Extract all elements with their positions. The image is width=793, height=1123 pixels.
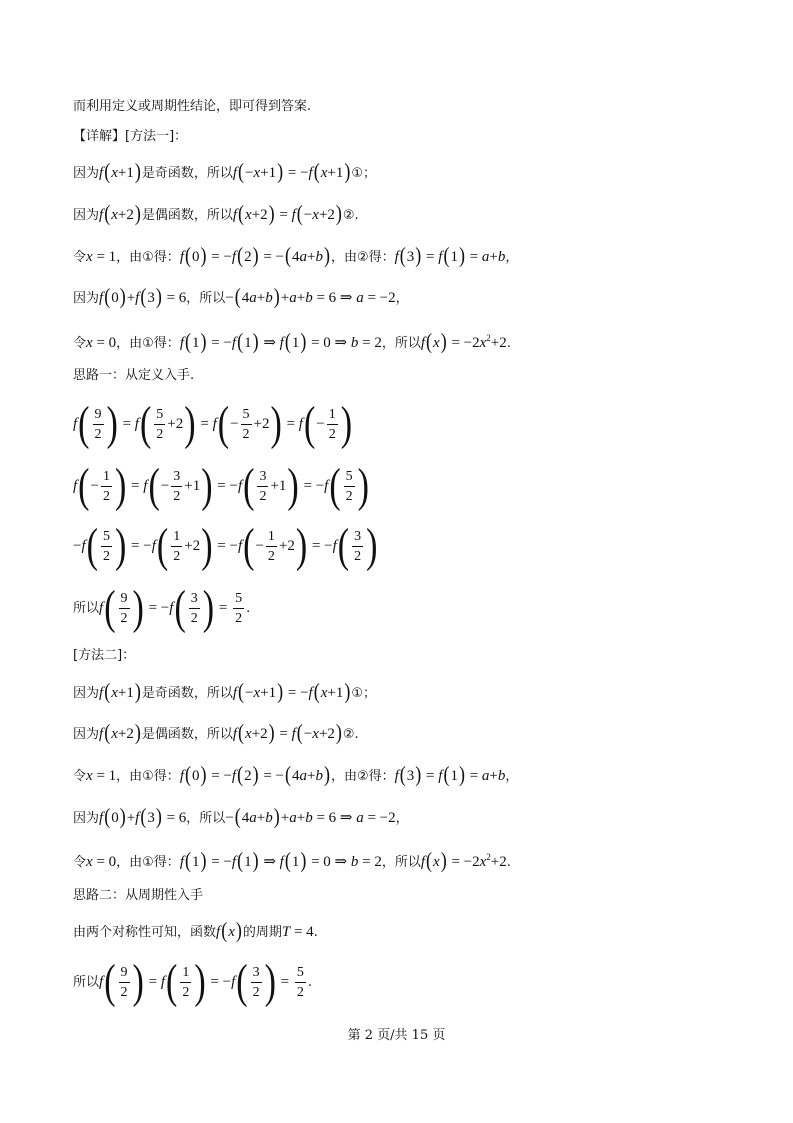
text-segment: 因为 bbox=[73, 686, 100, 701]
math-line-let-x-1-b: 令x = 1，由①得：f(0) = −f(2) = −(4a+b)，由②得：f(3) = f(1) = a+b， bbox=[73, 761, 519, 787]
text-segment: ，所以 bbox=[186, 291, 226, 306]
math-line-let-x-0-a: 令x = 0，由①得：f(1) = −f(1) ⇒ f(1) = 0 ⇒ b = 2，所以$f(x) = -2x^2+2$. bbox=[73, 328, 511, 354]
text-segment: ①； bbox=[351, 686, 377, 701]
text-segment: 由两个对称性可知，函数 bbox=[73, 925, 217, 940]
text-segment: 因为 bbox=[73, 291, 100, 306]
text-segment: 所以 bbox=[73, 975, 100, 990]
text-segment: 令 bbox=[73, 250, 87, 265]
math-line-solve-a-1: 因为f(0)+f(3) = 6，所以−(4a+b)+a+b = 6 ⇒ a = −2， bbox=[73, 283, 409, 309]
math-line-result-1: 所以f( $\frac{9}{2}$ ) = −f( $\frac{3}{2}$ ) = $\frac{5}{2}$ . bbox=[73, 581, 251, 634]
section-heading-method-2: [方法二]： bbox=[73, 648, 136, 663]
text-segment: . bbox=[506, 855, 511, 870]
math-line-result-2: 所以f( $\frac{9}{2}$ ) = f( $\frac{1}{2}$ ) = −f( $\frac{3}{2}$ ) = $\frac{5}{2}$ . bbox=[73, 955, 312, 1008]
text-segment: ，由①得： bbox=[116, 336, 180, 351]
math-line-odd-function-1: 因为f(x+1)是奇函数，所以f(−x+1) = −f(x+1)①； bbox=[73, 158, 377, 184]
text-segment: ，所以 bbox=[381, 336, 421, 351]
text-segment: 因为 bbox=[73, 166, 100, 181]
section-heading-approach-1: 思路一：从定义入手. bbox=[73, 368, 195, 383]
text-segment: ②. bbox=[342, 727, 359, 742]
math-line-derivation-3: −f( $\frac{5}{2}$ ) = −f( $\frac{1}{2}$ +2) = −f(− $\frac{1}{2}$ +2) = −f( $\frac{3}{2}$ ) bbox=[73, 519, 378, 572]
text-segment: ，由①得： bbox=[116, 769, 180, 784]
math-line-derivation-1: f( $\frac{9}{2}$ ) = f( $\frac{5}{2}$ +2) = f(− $\frac{5}{2}$ +2) = f(− $\frac{1}{2}$ ) bbox=[73, 397, 353, 450]
text-line-intro: 而利用定义或周期性结论，即可得到答案. bbox=[73, 99, 312, 114]
text-segment: 所以 bbox=[73, 601, 100, 616]
text-segment: . bbox=[307, 975, 312, 990]
text-segment: ，由①得： bbox=[116, 855, 180, 870]
text-segment: 因为 bbox=[73, 727, 100, 742]
math-line-odd-function-2: 因为f(x+1)是奇函数，所以f(−x+1) = −f(x+1)①； bbox=[73, 678, 377, 704]
text-segment: ，由①得： bbox=[116, 250, 180, 265]
math-line-let-x-1-a: 令x = 1，由①得：f(0) = −f(2) = −(4a+b)，由②得：f(3) = f(1) = a+b， bbox=[73, 242, 519, 268]
text-segment: . bbox=[246, 601, 251, 616]
math-line-period: 由两个对称性可知，函数f(x)的周期T = 4. bbox=[73, 917, 318, 943]
text-segment: 的周期 bbox=[242, 925, 282, 940]
text-segment: 令 bbox=[73, 336, 87, 351]
text-segment: 是偶函数，所以 bbox=[141, 208, 233, 223]
text-segment: ， bbox=[395, 811, 409, 826]
section-heading-approach-2: 思路二：从周期性入手 bbox=[73, 888, 204, 903]
text-segment: ①； bbox=[351, 166, 377, 181]
text-segment: ，由②得： bbox=[330, 769, 395, 784]
text-segment: ， bbox=[395, 291, 409, 306]
text-segment: . bbox=[313, 925, 318, 940]
text-segment: 是偶函数，所以 bbox=[141, 727, 233, 742]
text-segment: 是奇函数，所以 bbox=[141, 686, 233, 701]
text-segment: ②. bbox=[342, 208, 359, 223]
text-segment: 因为 bbox=[73, 208, 100, 223]
text-segment: ， bbox=[505, 250, 519, 265]
text-segment: 令 bbox=[73, 769, 87, 784]
text-segment: ，所以 bbox=[186, 811, 226, 826]
math-line-even-function-1: 因为f(x+2)是偶函数，所以f(x+2) = f(−x+2)②. bbox=[73, 200, 359, 226]
text-segment: . bbox=[506, 336, 511, 351]
section-heading-method-1: 【详解】[方法一]： bbox=[73, 129, 188, 144]
text-segment: 令 bbox=[73, 855, 87, 870]
page-number-footer: 第 2 页/共 15 页 bbox=[347, 1028, 446, 1043]
math-line-solve-a-2: 因为f(0)+f(3) = 6，所以−(4a+b)+a+b = 6 ⇒ a = −2， bbox=[73, 803, 409, 829]
math-line-let-x-0-b: 令x = 0，由①得：f(1) = −f(1) ⇒ f(1) = 0 ⇒ b = 2，所以$f(x) = -2x^2+2$. bbox=[73, 847, 511, 873]
math-line-even-function-2: 因为f(x+2)是偶函数，所以f(x+2) = f(−x+2)②. bbox=[73, 719, 359, 745]
text-segment: 因为 bbox=[73, 811, 100, 826]
text-segment: ， bbox=[505, 769, 519, 784]
text-segment: ，所以 bbox=[381, 855, 421, 870]
math-line-derivation-2: f(− $\frac{1}{2}$ ) = f(− $\frac{3}{2}$ +1) = −f( $\frac{3}{2}$ +1) = −f( $\frac{5}{2}$ ) bbox=[73, 459, 369, 512]
text-segment: ，由②得： bbox=[330, 250, 395, 265]
text-segment: 是奇函数，所以 bbox=[141, 166, 233, 181]
